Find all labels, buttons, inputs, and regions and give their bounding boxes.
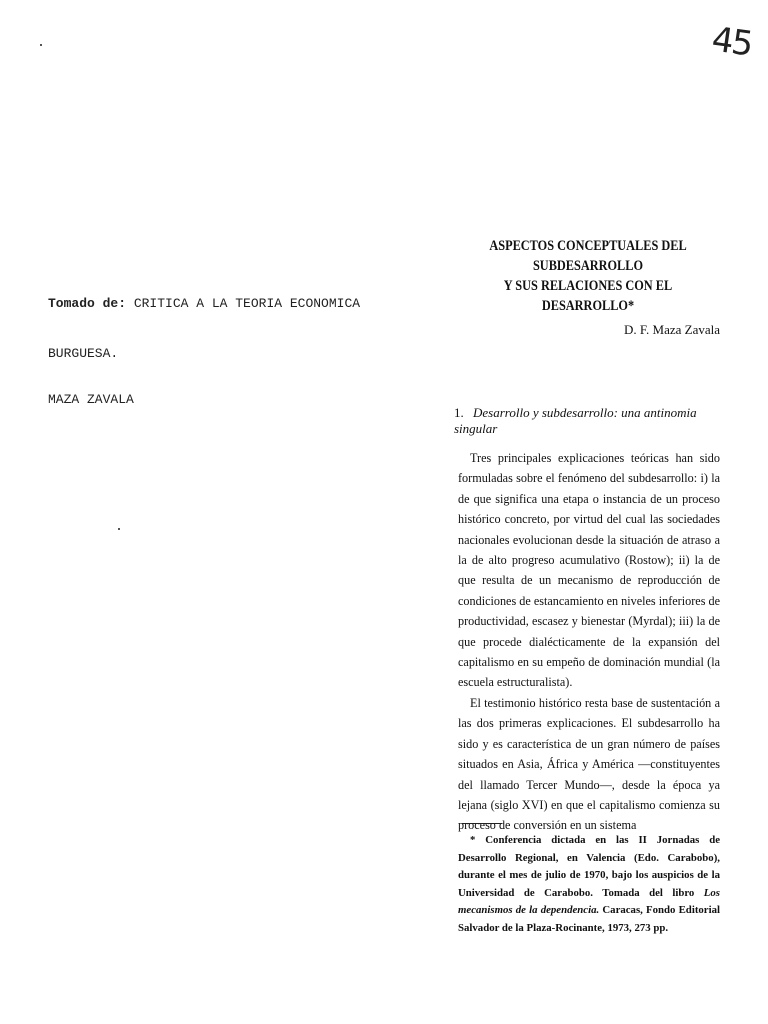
source-note-prefix: Tomado de: [48,296,127,311]
source-note-line2: BURGUESA. [48,346,119,361]
source-note-author: MAZA ZAVALA [48,392,134,407]
article-author: D. F. Maza Zavala [623,322,720,337]
article-body [458,448,720,836]
scan-speck [118,528,120,530]
article-title-line2: Y SUS RELACIONES CON EL DESARROLLO* [503,278,673,314]
footnote [458,832,720,937]
section-heading [454,405,734,437]
footnote-publication: Caracas, Fondo Editorial Salvador de la Plaza-Rocinante, 1973, 273 pp. [458,904,721,934]
source-note-title: CRITICA A LA TEORIA ECONOMICA [133,296,361,311]
scan-speck [40,44,42,46]
footnote-divider [462,823,502,824]
page-number: 45 [709,19,754,65]
section-title: Desarrollo y subdesarrollo: una antinomia singular [454,405,697,436]
source-note-line1 [48,296,360,311]
body-paragraph: El testimonio histórico resta base de sustentación a las dos primeras explicaciones. El subdesarrollo ha sido y es característica de un gran número de países situados en Asia, África y América —constituyentes del llamado Tercer Mundo—, desde la época ya lejana (siglo XVI) en que el capitalismo comienza su proceso de conversión en un sistema [458,695,720,833]
body-paragraph: Tres principales explicaciones teóricas han sido formuladas sobre el fenómeno del subdesarrollo: i) la de que significa una etapa o instancia de un proceso histórico concreto, por virtud del cual las sociedades nacionales evolucionan desde la situación de atraso a la de alto progreso acumulativo (Rostow); ii) la de que resulta de un mecanismo de reproducción de condiciones de estancamiento en niveles inferiores de productividad, escasez y bienestar (Myrdal); iii) la de que procede dialécticamente de la expansión del capitalismo en su empeño de dominación mundial (la escuela estructuralista). [458,451,720,690]
footnote-text: * Conferencia dictada en las II Jornadas de Desarrollo Regional, en Valencia (Edo. Carabobo), durante el mes de julio de 1970, bajo los auspicios de la Universidad de Carabobo. Tomada del libro [458,834,720,899]
article-title-line1: ASPECTOS CONCEPTUALES DEL SUBDESARROLLO [489,238,687,274]
article-title [465,236,711,316]
footnote-book-title: Los mecanismos de la dependencia. [458,886,720,916]
section-number: 1. [454,405,464,420]
